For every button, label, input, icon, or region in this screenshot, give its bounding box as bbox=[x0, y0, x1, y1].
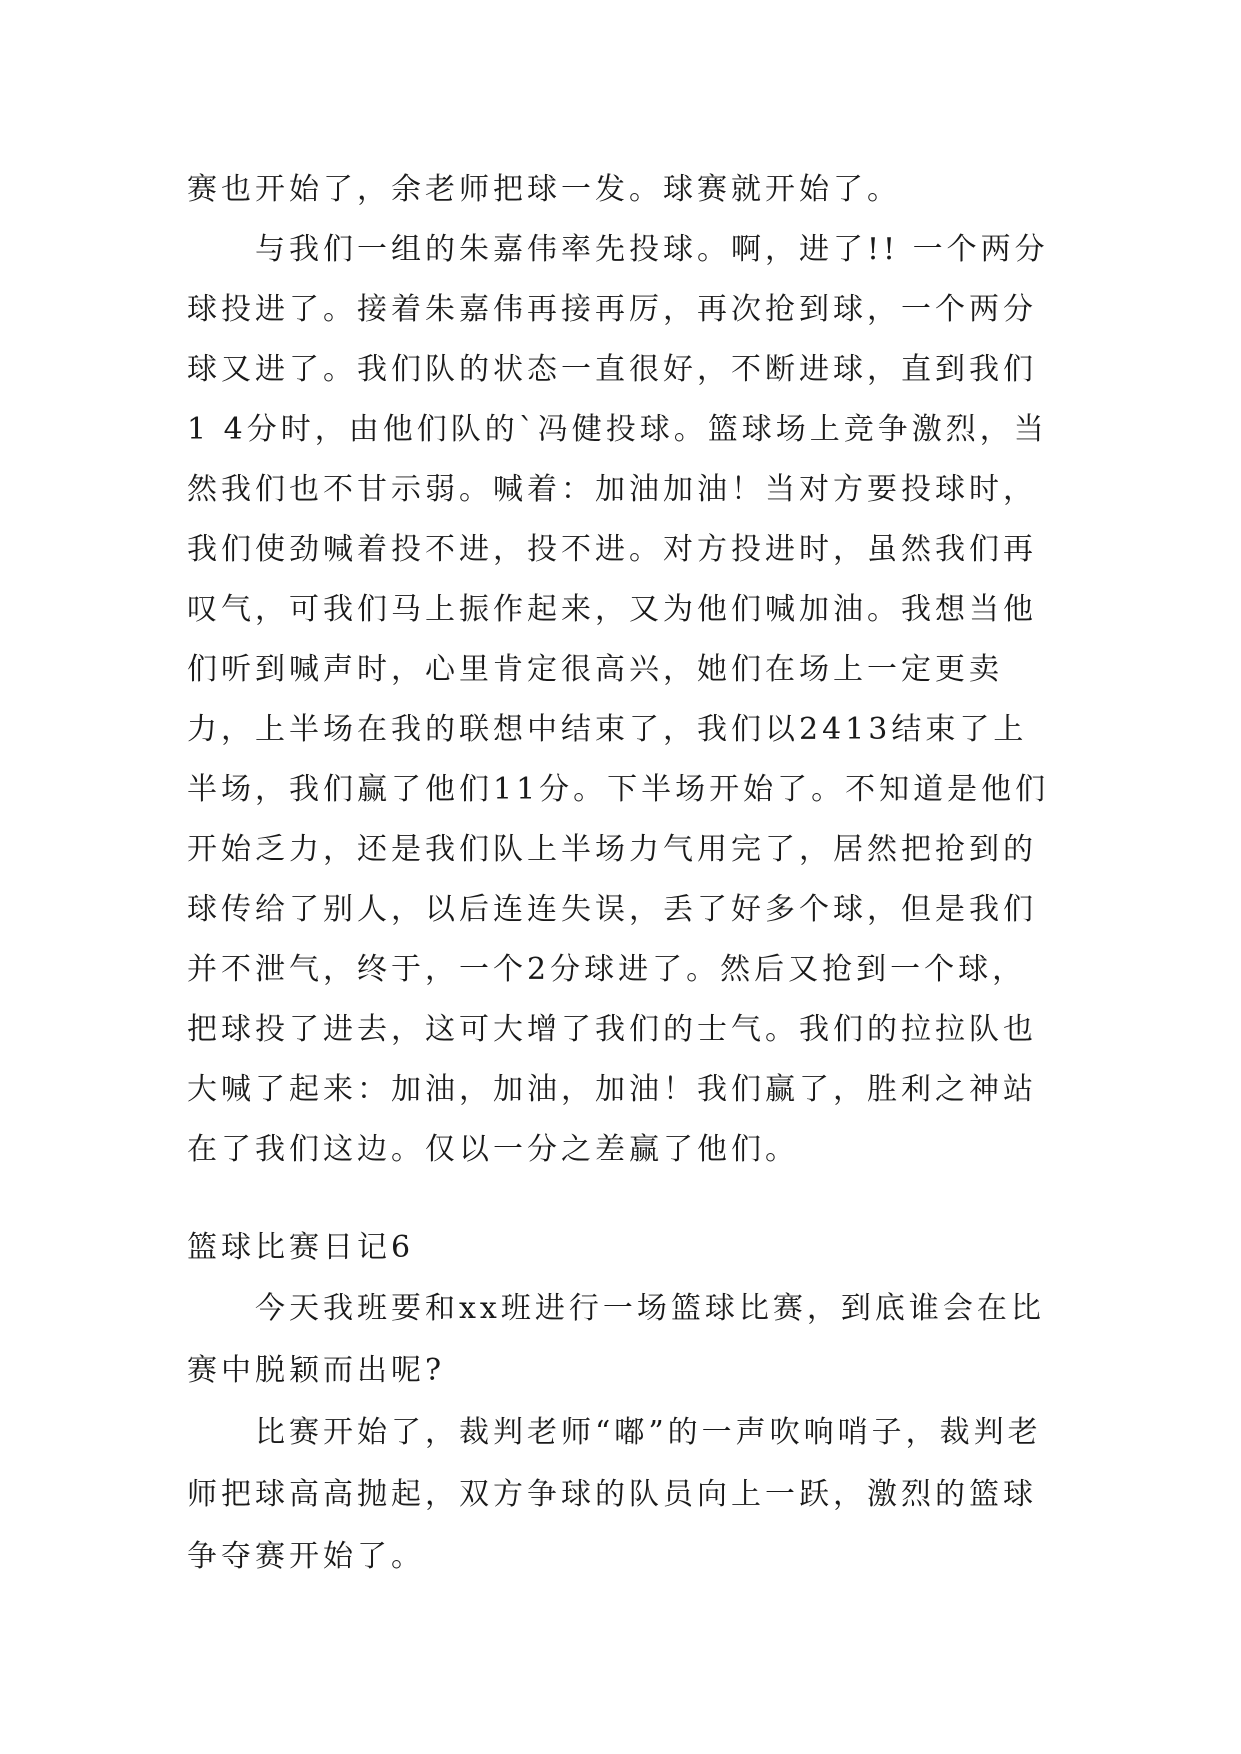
paragraph-intro: 今天我班要和xx班进行一场篮球比赛，到底谁会在比赛中脱颖而出呢? bbox=[187, 1291, 1045, 1388]
text-section-continued bbox=[187, 160, 1057, 1180]
paragraph-game-narrative: 与我们一组的朱嘉伟率先投球。啊，进了!! 一个两分球投进了。接着朱嘉伟再接再厉，再次抢到球，一个两分球又进了。我们队的状态一直很好，不断进球，直到我们1 4分时，由他们队的`冯健投球。篮球场上竞争激烈，当然我们也不甘示弱。喊着：加油加油！当对方要投球时，我们使劲喊着投不进，投不进。对方投进时，虽然我们再叹气，可我们马上振作起来，又为他们喊加油。我想当他们听到喊声时，心里肯定很高兴，她们在场上一定更卖力，上半场在我的联想中结束了，我们以2413结束了上半场，我们赢了他们11分。下半场开始了。不知道是他们开始乏力，还是我们队上半场力气用完了，居然把抢到的球传给了别人，以后连连失误，丢了好多个球，但是我们并不泄气，终于，一个2分球进了。然后又抢到一个球，把球投了进去，这可大增了我们的士气。我们的拉拉队也大喊了起来：加油，加油，加油！我们赢了，胜利之神站在了我们这边。仅以一分之差赢了他们。 bbox=[187, 232, 1050, 1167]
paragraph-continuation: 赛也开始了，余老师把球一发。球赛就开始了。 bbox=[187, 172, 901, 207]
section-title: 篮球比赛日记6 bbox=[187, 1230, 415, 1265]
text-section-diary-6 bbox=[187, 1278, 1057, 1588]
paragraph-game-start: 比赛开始了，裁判老师“嘟”的一声吹响哨子，裁判老师把球高高抛起，双方争球的队员向上一跃，激烈的篮球争夺赛开始了。 bbox=[187, 1415, 1042, 1574]
section-heading-block bbox=[187, 1218, 1057, 1278]
